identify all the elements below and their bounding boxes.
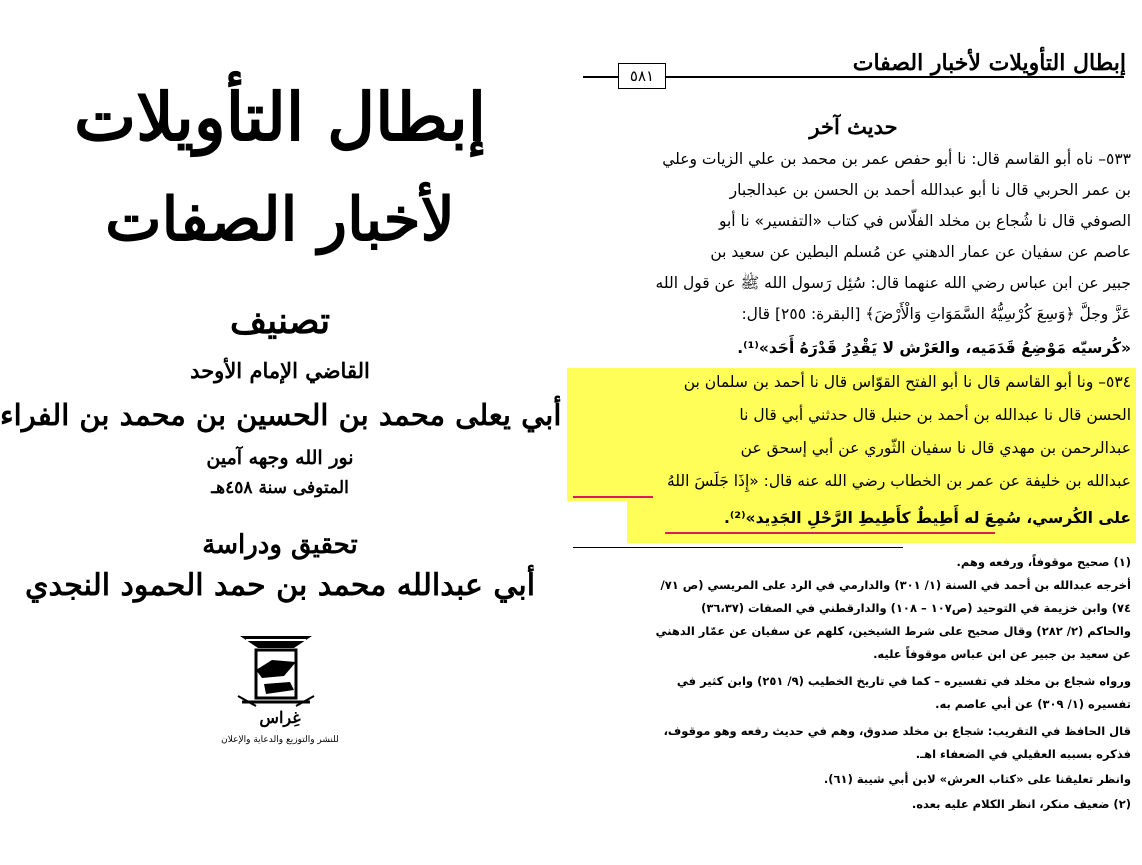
footnote-line: والحاكم (٢/ ٢٨٢) وقال صحيح على شرط الشيخين، كلهم عن سفيان عن عمّار الدهني [655,624,1131,638]
pen-underline [573,496,653,498]
footnote-line: قال الحافظ في التقريب: شجاع بن مخلد صدوق، وهم في حديث رفعه وهو موقوف، [663,724,1131,738]
book-title-line1: إبطال التأويلات [73,78,487,156]
body-line: ٥٣٣– ناه أبو القاسم قال: نا أبو حفص عمر بن محمد بن علي الزيات وعلي [662,150,1131,168]
text-page [565,0,1142,865]
body-line: «كُرسيّه مَوْضِعُ قَدَمَيه، والعَرْش لا يَقْدِرُ قَدْرَهُ أَحَد»⁽¹⁾. [737,339,1131,357]
book-title-line2: لأخبار الصفات [105,185,455,255]
publisher-name: غِراس [259,708,301,727]
footnote-line: عن سعيد بن جبير عن ابن عباس موقوفاً عليه. [873,647,1131,661]
footnote-line: فذكره بسببه العقيلي في الضعفاء اهـ. [915,747,1131,761]
page-number: ٥٨١ [618,63,666,89]
footnote-line: ٧٤) وابن خزيمة في التوحيد (ص١٠٧ – ١٠٨) والدارقطني في الصفات (٣٦،٣٧) [701,601,1131,615]
footnote-line: (٢) ضعيف منكر، انظر الكلام عليه بعده. [911,797,1131,811]
body-line: بن عمر الحربي قال نا أبو عبدالله أحمد بن الحسن بن عبدالجبار [729,181,1131,199]
author-name: أبي يعلى محمد بن الحسين بن محمد بن الفراء [0,398,562,432]
author-death-year: المتوفى سنة ٤٥٨هـ [211,478,349,498]
footnote-rule [573,547,903,548]
editor-label: تحقيق ودراسة [202,530,358,560]
footnote-line: (١) صحيح موقوفاً، ورفعه وهم. [956,555,1131,569]
body-line: الحسن قال نا عبدالله بن أحمد بن حنبل قال حدثني أبي قال نا [739,406,1131,424]
body-line: الصوفي قال نا شُجاع بن مخلد الفلّاس في كتاب «التفسير» نا أبو [718,212,1131,230]
pen-underline [665,532,995,534]
title-page [0,0,560,865]
body-line: عاصم عن سفيان عن عمار الدهني عن مُسلم البطين عن سعيد بن [710,243,1131,261]
editor-name: أبي عبدالله محمد بن حمد الحمود النجدي [24,568,536,603]
footnote-line: تفسيره (١/ ٣٠٩) عن أبي عاصم به. [935,697,1131,711]
author-label: تصنيف [229,300,331,342]
footnote-line: وانظر تعليقنا على «كتاب العرش» لابن أبي شيبة (٦١). [823,772,1131,786]
footnote-line: أخرجه عبدالله بن أحمد في السنة (١/ ٣٠١) والدارمي في الرد على المريسي (ص ٧١/ [660,578,1131,592]
body-line: جبير عن ابن عباس رضي الله عنهما قال: سُئِل رَسول الله ﷺ عن قول الله [655,274,1131,292]
body-line: ٥٣٤– ونا أبو القاسم قال نا أبو الفتح القوّاس قال نا أحمد بن سلمان بن [683,373,1131,391]
section-title: حديث آخر [809,114,898,139]
body-line: عبدالله بن خليفة عن عمر بن الخطاب رضي الله عنه قال: «إِذَا جَلَسَ اللهُ [666,472,1131,490]
body-line: عَزَّ وجلَّ ﴿وَسِعَ كُرْسِيُّهُ السَّمَوَاتِ وَالْأَرْضَ﴾ [البقرة: ٢٥٥] قال: [741,305,1131,323]
body-line: على الكُرسي، سُمِعَ له أَطِيطٌ كأَطِيطِ الرَّحْلِ الجَدِيد»⁽²⁾. [723,509,1131,527]
body-line: عبدالرحمن بن مهدي قال نا سفيان الثّوري عن أبي إسحق عن [740,439,1131,457]
publisher-subtitle: للنشر والتوزيع والدعاية والإعلان [221,735,339,745]
publisher-logo-icon [236,632,316,710]
author-prayer: نور الله وجهه آمين [206,447,354,469]
footnote-line: ورواه شجاع بن مخلد في تفسيره – كما في تاريخ الخطيب (٩/ ٢٥١) وابن كثير في [676,674,1131,688]
author-honorific: القاضي الإمام الأوحد [190,358,370,383]
running-head: إبطال التأويلات لأخبار الصفات [852,50,1126,76]
